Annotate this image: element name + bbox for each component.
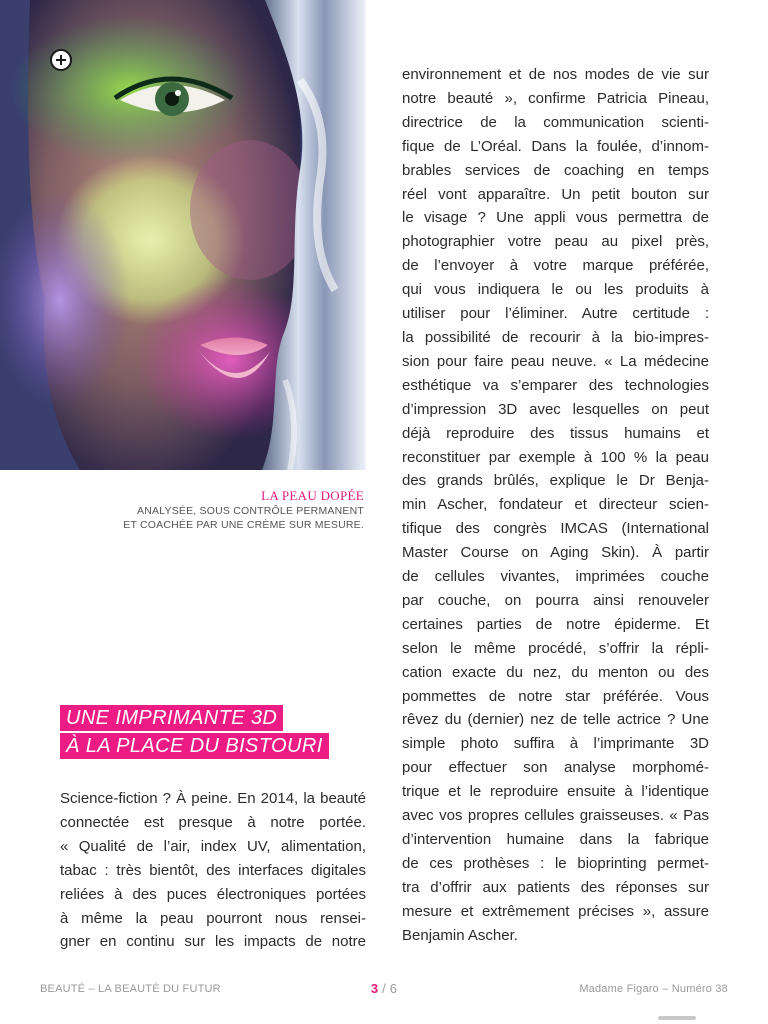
text-line: tifique des congrès IMCAS (International: [402, 520, 709, 538]
text-line: Benjamin Ascher.: [402, 926, 518, 944]
text-line: de l’envoyer à votre marque préférée,: [402, 257, 709, 275]
text-line: « Qualité de l’air, index UV, alimentation,: [60, 837, 366, 855]
text-line: pommettes de notre star préférée. Vous: [402, 687, 709, 705]
photo-caption: [123, 488, 364, 532]
text-line: la possibilité de recourir à la bio-impres-: [402, 328, 709, 346]
caption-line: ANALYSÉE, SOUS CONTRÔLE PERMANENT: [137, 505, 364, 517]
face-illustration: [0, 0, 366, 470]
text-line: connectée est presque à notre portée.: [60, 813, 366, 831]
text-line: photographier votre peau au pixel près,: [402, 233, 709, 251]
text-line: déjà reproduire des tissus humains et: [402, 424, 709, 442]
text-line: cation exacte du nez, du menton ou des: [402, 663, 709, 681]
text-line: à même la peau pourront nous rensei-: [60, 909, 366, 927]
page-current: 3: [370, 981, 379, 996]
heading-line: À LA PLACE DU BISTOURI: [60, 733, 329, 759]
caption-title: LA PEAU DOPÉE: [261, 488, 364, 503]
footer-publication: Madame Figaro – Numéro 38: [579, 983, 728, 995]
text-line: directrice de la communication scienti-: [402, 113, 709, 131]
text-line: sion pour faire peau neuve. « La médecine: [402, 352, 709, 370]
text-line: rêvez du (dernier) nez de telle actrice ? Une: [402, 711, 709, 729]
text-line: qui vous indiquera le ou les produits à: [402, 281, 709, 299]
text-line: reconstituer par exemple à 100 % la peau: [402, 448, 709, 466]
text-line: trique et le reproduire ensuite à l’identique: [402, 783, 709, 801]
text-line: utiliser pour l’éliminer. Autre certitude :: [402, 305, 709, 323]
text-line: par couche, on pourra ainsi renouveler: [402, 591, 709, 609]
text-line: reliées à des puces électroniques portées: [60, 885, 366, 903]
footer-section-title: BEAUTÉ – LA BEAUTÉ DU FUTUR: [40, 983, 221, 995]
text-line: le visage ? Une appli vous permettra de: [402, 209, 709, 227]
text-line: mesure et extrêmement précises », assure: [402, 902, 709, 920]
text-line: brables services de coaching en temps: [402, 161, 709, 179]
text-line: simple photo suffira à l’imprimante 3D: [402, 735, 709, 753]
text-line: avec vos propres cellules graisseuses. « Pas: [402, 807, 709, 825]
zoom-plus-icon[interactable]: [50, 49, 72, 71]
scroll-indicator[interactable]: [658, 1016, 696, 1020]
text-line: d’intervention humaine dans la fabrique: [402, 831, 709, 848]
text-line: selon le même procédé, s’offrir la répli-: [402, 639, 709, 657]
text-line: certaines parties de notre épiderme. Et: [402, 615, 709, 633]
text-line: de cellules vivantes, imprimées couche: [402, 568, 709, 586]
heading-line: UNE IMPRIMANTE 3D: [60, 705, 283, 731]
body-column-left: [60, 787, 366, 954]
text-line: de ces prothèses : le bioprinting permet-: [402, 854, 709, 872]
text-line: Science-fiction ? À peine. En 2014, la beauté: [60, 790, 366, 807]
text-line: tra d’offrir aux patients des réponses sur: [402, 878, 709, 896]
text-line: notre beauté », confirme Patricia Pineau,: [402, 89, 709, 107]
body-column-right: [402, 63, 709, 948]
text-line: tabac : très bientôt, des interfaces digitales: [60, 861, 366, 879]
text-line: réel vont apparaître. Un petit bouton sur: [402, 185, 709, 203]
text-line: esthétique va s’emparer des technologies: [402, 376, 709, 394]
hero-photo: [0, 0, 366, 470]
text-line: pour effectuer son analyse morphomé-: [402, 759, 709, 777]
caption-line: ET COACHÉE PAR UNE CRÈME SUR MESURE.: [123, 519, 364, 531]
text-line: des grands brûlés, explique le Dr Benja-: [402, 472, 709, 490]
text-line: fique de L’Oréal. Dans la foulée, d’innom-: [402, 137, 709, 155]
section-heading: [60, 705, 329, 761]
text-line: Master Course on Aging Skin). À partir: [402, 544, 709, 562]
text-line: environnement et de nos modes de vie sur: [402, 66, 709, 83]
text-line: d’impression 3D avec lesquelles on peut: [402, 400, 709, 418]
page-total: / 6: [378, 981, 398, 996]
text-line: min Ascher, fondateur et directeur scien-: [402, 496, 709, 514]
text-line: gner en continu sur les impacts de notre: [60, 933, 366, 951]
